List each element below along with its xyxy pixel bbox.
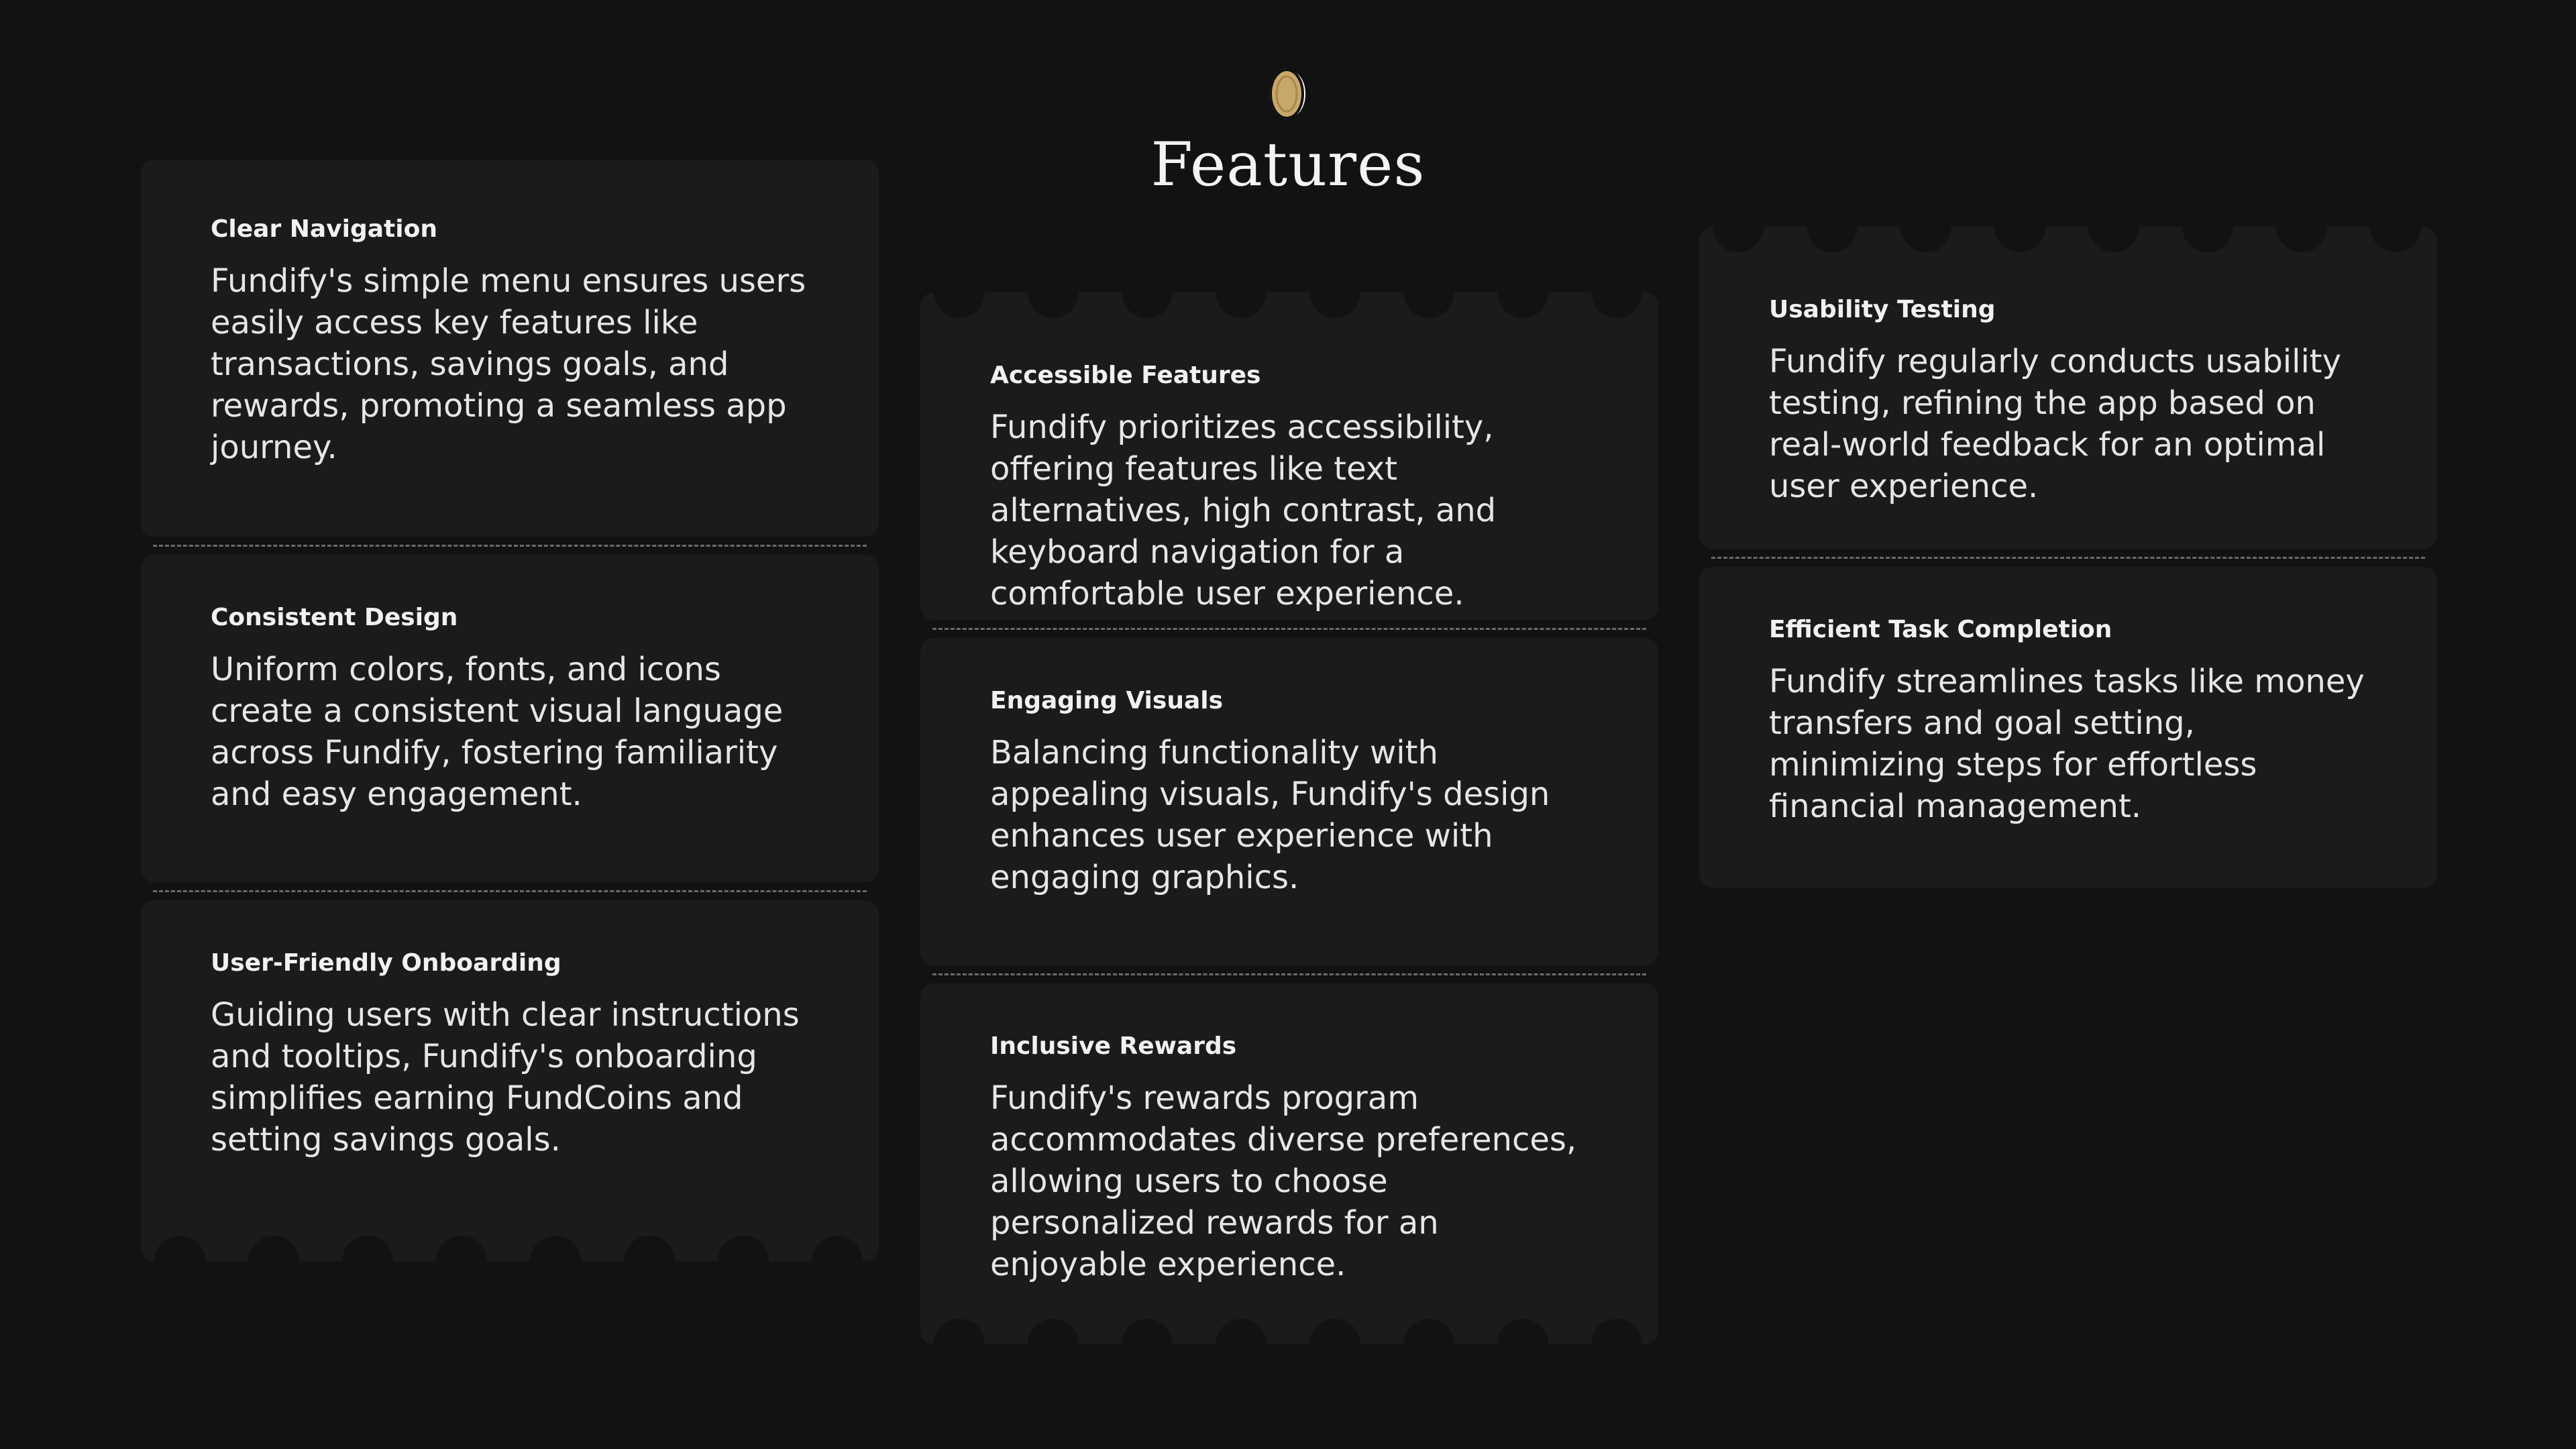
dashed-divider (932, 628, 1646, 630)
features-column-1 (141, 160, 879, 1261)
coin-icon (1263, 63, 1313, 125)
dashed-divider (1711, 557, 2425, 559)
scalloped-edge (920, 1318, 1658, 1344)
feature-description: Fundify prioritizes accessibility, offering features like text alternatives, high contrast, and keyboard navigation for a comfortable user experience. (990, 409, 1497, 612)
feature-card-usability-testing (1699, 227, 2437, 549)
features-column-2 (920, 292, 1658, 1344)
scalloped-edge (141, 1234, 879, 1261)
feature-description: Fundify's simple menu ensures users easily access key features like transactions, savings goals, and rewards, promoting a seamless app journey. (211, 262, 806, 466)
feature-description: Fundify's rewards program accommodates diverse preferences, allowing users to choose personalized rewards for an enjoyable experience. (990, 1079, 1577, 1283)
feature-card-clear-navigation (141, 160, 879, 537)
feature-description: Uniform colors, fonts, and icons create a consistent visual language across Fundify, fostering familiarity and easy engagement. (211, 651, 784, 813)
scalloped-edge (1699, 227, 2437, 254)
feature-card-inclusive-rewards (920, 983, 1658, 1344)
feature-title: Consistent Design (211, 604, 458, 631)
feature-card-accessible-features (920, 292, 1658, 620)
feature-title: Engaging Visuals (990, 687, 1224, 714)
feature-card-engaging-visuals (920, 638, 1658, 965)
feature-card-consistent-design (141, 555, 879, 882)
feature-title: Clear Navigation (211, 215, 437, 243)
feature-title: Efficient Task Completion (1769, 616, 2112, 643)
feature-description: Fundify streamlines tasks like money transfers and goal setting, minimizing steps for effortless financial management. (1769, 663, 2365, 825)
features-column-3 (1699, 227, 2437, 888)
feature-title: Accessible Features (990, 362, 1261, 389)
scalloped-edge (920, 292, 1658, 319)
feature-title: User-Friendly Onboarding (211, 949, 561, 977)
dashed-divider (153, 890, 867, 892)
feature-title: Inclusive Rewards (990, 1032, 1237, 1060)
dashed-divider (932, 973, 1646, 975)
feature-card-efficient-task-completion (1699, 567, 2437, 888)
page-title: Features (1150, 129, 1426, 200)
feature-card-user-friendly-onboarding (141, 900, 879, 1261)
feature-description: Guiding users with clear instructions and tooltips, Fundify's onboarding simplifies earning FundCoins and setting savings goals. (211, 996, 800, 1159)
feature-description: Balancing functionality with appealing visuals, Fundify's design enhances user experience with engaging graphics. (990, 734, 1550, 896)
feature-description: Fundify regularly conducts usability testing, refining the app based on real-world feedback for an optimal user experience. (1769, 343, 2342, 505)
feature-title: Usability Testing (1769, 296, 1996, 323)
dashed-divider (153, 545, 867, 547)
